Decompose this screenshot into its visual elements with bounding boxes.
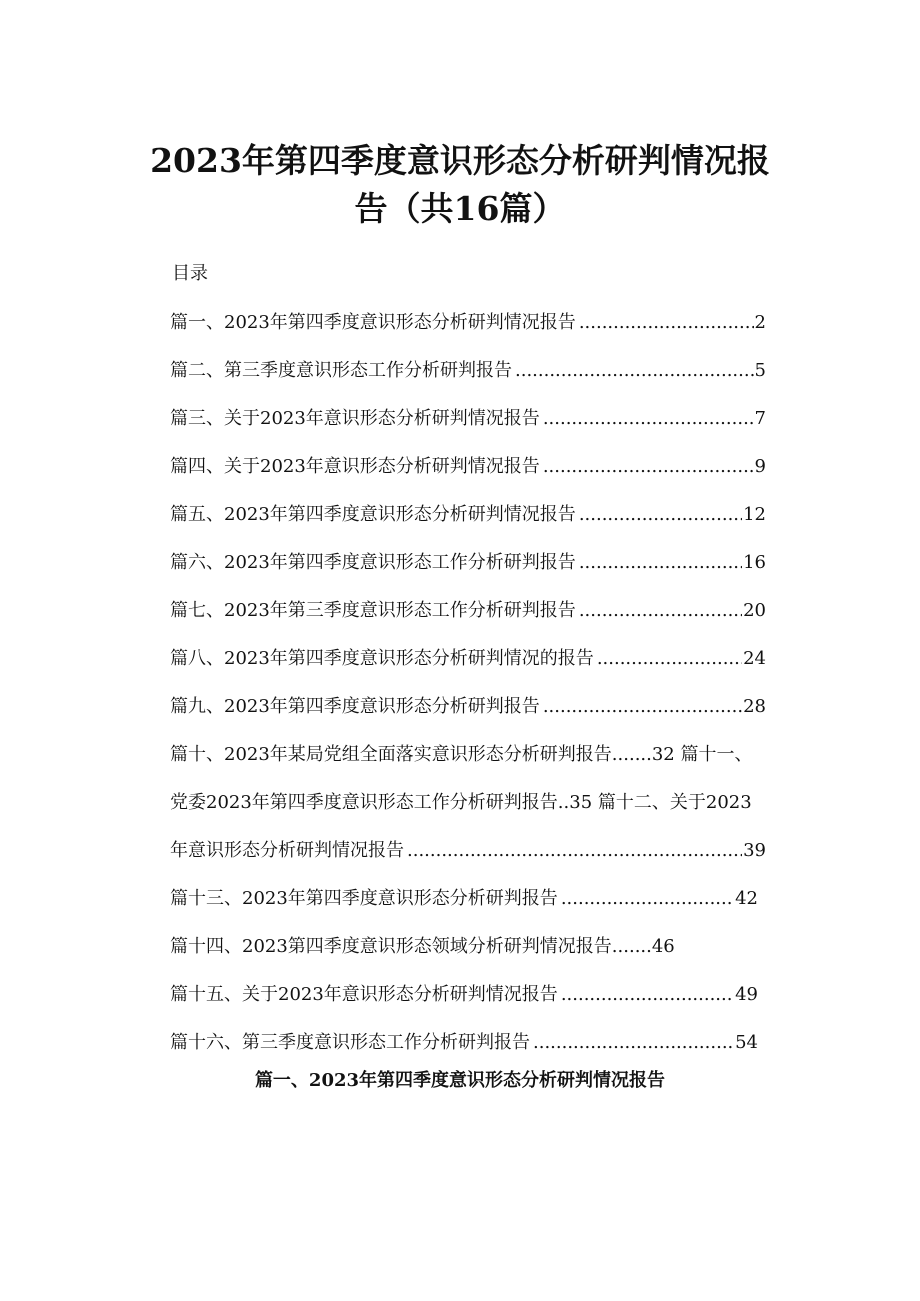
toc-entry-page: 42 — [735, 888, 758, 909]
toc-leader-dots — [543, 454, 754, 480]
toc-entry[interactable] — [170, 646, 766, 672]
toc-leader-dots — [515, 358, 754, 384]
document-title-line-1: 2023年第四季度意识形态分析研判情况报 — [150, 141, 770, 180]
toc-entry[interactable]: 篇十四、2023第四季度意识形态领域分析研判情况报告.......46 — [170, 936, 675, 957]
toc-entry-page: 54 — [735, 1032, 758, 1053]
toc-entry-label: 篇九、2023年第四季度意识形态分析研判报告 — [170, 696, 540, 717]
toc-entry[interactable] — [170, 838, 766, 864]
toc-entry-label: 篇五、2023年第四季度意识形态分析研判情况报告 — [170, 504, 576, 525]
toc-leader-dots — [533, 1030, 734, 1056]
toc-entry[interactable] — [170, 550, 766, 576]
toc-entry-label: 篇七、2023年第三季度意识形态工作分析研判报告 — [170, 600, 576, 621]
toc-wrapped-line-1[interactable]: 篇十、2023年某局党组全面落实意识形态分析研判报告.......32 篇十一、 — [170, 744, 753, 765]
toc-heading: 目录 — [172, 263, 208, 284]
toc-entry-page: 24 — [743, 648, 766, 669]
toc-leader-dots — [543, 694, 742, 720]
toc-entry-label: 篇二、第三季度意识形态工作分析研判报告 — [170, 360, 512, 381]
toc-leader-dots — [597, 646, 742, 672]
toc-leader-dots — [407, 838, 742, 864]
toc-entry[interactable] — [170, 310, 766, 336]
toc-leader-dots — [579, 598, 742, 624]
section-heading: 篇一、2023年第四季度意识形态分析研判情况报告 — [254, 1070, 666, 1091]
toc-entry-label: 篇六、2023年第四季度意识形态工作分析研判报告 — [170, 552, 576, 573]
toc-entry-page: 5 — [754, 360, 766, 381]
toc-leader-dots — [561, 886, 734, 912]
toc-entry-label: 篇十六、第三季度意识形态工作分析研判报告 — [170, 1032, 530, 1053]
toc-entry-page: 16 — [743, 552, 766, 573]
document-title-line-2: 告（共16篇） — [354, 189, 566, 228]
toc-entry-page: 2 — [754, 312, 766, 333]
toc-entry[interactable] — [170, 694, 766, 720]
toc-entry-label: 篇三、关于2023年意识形态分析研判情况报告 — [170, 408, 540, 429]
toc-entry-page: 9 — [754, 456, 766, 477]
toc-entry-label: 篇四、关于2023年意识形态分析研判情况报告 — [170, 456, 540, 477]
toc-entry[interactable] — [170, 454, 766, 480]
toc-entry[interactable] — [170, 406, 766, 432]
toc-entry-label: 篇十三、2023年第四季度意识形态分析研判报告 — [170, 888, 558, 909]
toc-entry[interactable] — [170, 502, 766, 528]
toc-entry-label: 篇一、2023年第四季度意识形态分析研判情况报告 — [170, 312, 576, 333]
toc-leader-dots — [543, 406, 754, 432]
toc-entry-label: 篇十五、关于2023年意识形态分析研判情况报告 — [170, 984, 558, 1005]
toc-entry-page: 7 — [754, 408, 766, 429]
toc-wrapped-line-2[interactable]: 党委2023年第四季度意识形态工作分析研判报告..35 篇十二、关于2023 — [170, 792, 752, 813]
toc-entry-page: 12 — [743, 504, 766, 525]
toc-entry[interactable] — [170, 598, 766, 624]
toc-entry-label: 篇八、2023年第四季度意识形态分析研判情况的报告 — [170, 648, 594, 669]
toc-entry-page: 20 — [743, 600, 766, 621]
toc-leader-dots — [579, 550, 742, 576]
toc-entry-page: 49 — [735, 984, 758, 1005]
toc-entry[interactable] — [170, 886, 758, 912]
toc-entry-page: 39 — [743, 840, 766, 861]
toc-entry[interactable] — [170, 1030, 758, 1056]
toc-leader-dots — [579, 502, 742, 528]
toc-leader-dots — [561, 982, 734, 1008]
toc-entry-label: 年意识形态分析研判情况报告 — [170, 840, 404, 861]
toc-entry[interactable] — [170, 358, 766, 384]
toc-leader-dots — [579, 310, 754, 336]
toc-entry-page: 28 — [743, 696, 766, 717]
toc-entry[interactable] — [170, 982, 758, 1008]
